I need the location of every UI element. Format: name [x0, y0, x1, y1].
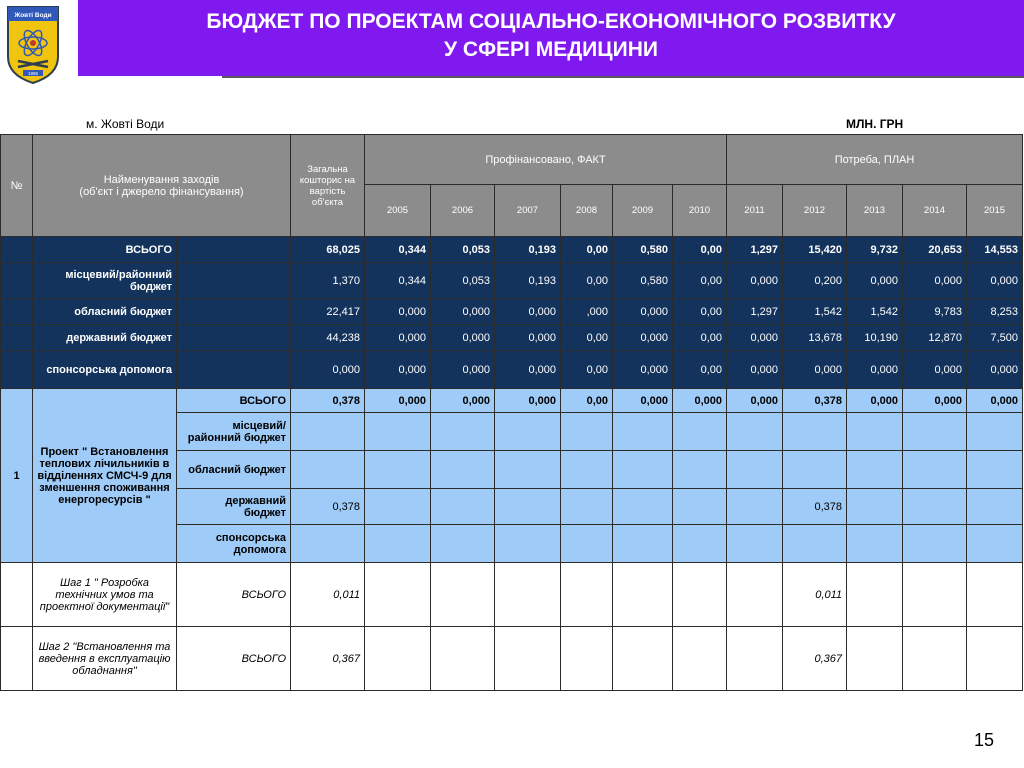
cell-value: 0,000 [613, 389, 673, 413]
col-header-name [33, 135, 291, 237]
cell-empty [1, 563, 33, 627]
units-label: МЛН. ГРН [846, 117, 904, 131]
cell-value [847, 563, 903, 627]
cell-value [673, 489, 727, 525]
table-header [1, 135, 1023, 237]
cell-value [561, 451, 613, 489]
cell-value [847, 413, 903, 451]
city-emblem-icon [4, 3, 62, 85]
cell-value [495, 627, 561, 691]
cell-value [847, 451, 903, 489]
cell-value: 0,000 [613, 351, 673, 389]
cell-value [431, 451, 495, 489]
cell-value [967, 451, 1023, 489]
cell-value: 0,000 [967, 263, 1023, 299]
cell-value [967, 413, 1023, 451]
cell-total: 0,378 [291, 389, 365, 413]
cell-total [291, 525, 365, 563]
cell-value: 0,000 [431, 351, 495, 389]
cell-value: 0,000 [967, 351, 1023, 389]
cell-value: 0,000 [903, 351, 967, 389]
col-header-number: № [1, 135, 33, 237]
cell-value: 0,00 [673, 263, 727, 299]
cell-value: 7,500 [967, 325, 1023, 351]
cell-value: 0,00 [561, 351, 613, 389]
cell-value [727, 413, 783, 451]
cell-value: 14,553 [967, 237, 1023, 263]
cell-value: 0,000 [365, 389, 431, 413]
year-header: 2009 [613, 185, 673, 237]
row-label: ВСЬОГО [33, 237, 177, 263]
cell-empty [177, 237, 291, 263]
city-label: м. Жовті Води [86, 117, 165, 131]
col-header-name-line2: (об'єкт і джерело фінансування) [79, 185, 244, 198]
cell-value: 0,000 [727, 351, 783, 389]
cell-value [847, 489, 903, 525]
cell-total [291, 451, 365, 489]
summary-row [1, 237, 1023, 263]
col-header-total: Загальна кошторис на вартість об'єкта [291, 135, 365, 237]
step-name: Шаг 2 "Встановлення та введення в експлуатацію обладнання" [33, 627, 177, 691]
cell-value [903, 627, 967, 691]
cell-value [903, 525, 967, 563]
title-line-1: БЮДЖЕТ ПО ПРОЕКТАМ СОЦІАЛЬНО-ЕКОНОМІЧНОГО РОЗВИТКУ [206, 10, 896, 33]
cell-value [431, 525, 495, 563]
cell-value [727, 451, 783, 489]
cell-value: 1,542 [847, 299, 903, 325]
cell-value: 0,053 [431, 237, 495, 263]
cell-value: 0,000 [365, 325, 431, 351]
cell-value: 1,297 [727, 237, 783, 263]
cell-value: 0,000 [967, 389, 1023, 413]
page-number: 15 [973, 730, 994, 750]
cell-empty [177, 263, 291, 299]
col-header-name-line1: Найменування заходів [103, 173, 220, 186]
cell-value [673, 451, 727, 489]
cell-value: 0,193 [495, 263, 561, 299]
cell-value [847, 525, 903, 563]
year-header: 2013 [847, 185, 903, 237]
cell-value [727, 489, 783, 525]
col-header-fact: Профінансовано, ФАКТ [365, 135, 727, 185]
cell-value [727, 627, 783, 691]
cell-value [495, 451, 561, 489]
cell-value: 0,000 [365, 351, 431, 389]
cell-empty [1, 627, 33, 691]
cell-value: 1,297 [727, 299, 783, 325]
cell-value: 0,000 [613, 325, 673, 351]
col-header-plan: Потреба, ПЛАН [727, 135, 1023, 185]
cell-value [903, 563, 967, 627]
cell-total [291, 413, 365, 451]
cell-value [365, 563, 431, 627]
cell-empty [1, 237, 33, 263]
cell-empty [177, 299, 291, 325]
cell-empty [177, 351, 291, 389]
cell-value: 0,378 [783, 389, 847, 413]
cell-value [613, 627, 673, 691]
cell-total: 44,238 [291, 325, 365, 351]
year-header: 2007 [495, 185, 561, 237]
emblem-text: Жовті Води [14, 12, 52, 19]
cell-value [903, 413, 967, 451]
cell-value [903, 489, 967, 525]
cell-value [903, 451, 967, 489]
cell-total: 0,000 [291, 351, 365, 389]
row-label: спонсорська допомога [33, 351, 177, 389]
cell-value: 9,732 [847, 237, 903, 263]
cell-value [561, 525, 613, 563]
cell-value: 8,253 [967, 299, 1023, 325]
row-label: місцевий/районний бюджет [177, 413, 291, 451]
cell-value [495, 525, 561, 563]
cell-value: 0,000 [903, 389, 967, 413]
cell-value: ,000 [561, 299, 613, 325]
row-label: державний бюджет [177, 489, 291, 525]
cell-value: 0,000 [847, 389, 903, 413]
cell-value [365, 413, 431, 451]
cell-value [495, 489, 561, 525]
header-underline [222, 76, 1024, 78]
cell-value [431, 563, 495, 627]
cell-value: 0,000 [903, 263, 967, 299]
cell-value [365, 451, 431, 489]
cell-value: 0,000 [431, 389, 495, 413]
cell-empty [1, 299, 33, 325]
cell-value [365, 525, 431, 563]
cell-total: 0,378 [291, 489, 365, 525]
cell-value: 0,378 [783, 489, 847, 525]
cell-value [613, 489, 673, 525]
row-label: спонсорська допомога [177, 525, 291, 563]
cell-value: 15,420 [783, 237, 847, 263]
cell-empty [1, 351, 33, 389]
cell-value: 0,000 [495, 351, 561, 389]
cell-value: 0,000 [783, 351, 847, 389]
table-body [1, 237, 1023, 691]
cell-value: 0,00 [561, 389, 613, 413]
cell-value [613, 413, 673, 451]
cell-value [967, 489, 1023, 525]
cell-value: 0,000 [727, 263, 783, 299]
year-header: 2015 [967, 185, 1023, 237]
cell-value [783, 413, 847, 451]
cell-value: 0,000 [495, 325, 561, 351]
cell-value: 0,000 [847, 263, 903, 299]
cell-value [431, 627, 495, 691]
cell-value: 0,00 [561, 237, 613, 263]
cell-empty [1, 325, 33, 351]
page-title [78, 8, 1024, 64]
summary-row [1, 351, 1023, 389]
cell-value: 0,000 [847, 351, 903, 389]
cell-value [431, 413, 495, 451]
cell-value: 0,344 [365, 237, 431, 263]
cell-value: 13,678 [783, 325, 847, 351]
row-label: ВСЬОГО [177, 389, 291, 413]
cell-value [495, 413, 561, 451]
cell-value [613, 563, 673, 627]
cell-value [967, 627, 1023, 691]
cell-value: 0,00 [673, 325, 727, 351]
cell-value: 9,783 [903, 299, 967, 325]
cell-value: 0,367 [783, 627, 847, 691]
project-row [1, 389, 1023, 413]
cell-value [673, 413, 727, 451]
cell-value: 0,000 [431, 325, 495, 351]
summary-row [1, 299, 1023, 325]
step-name: Шаг 1 " Розробка технічних умов та проектної документації" [33, 563, 177, 627]
cell-value: 0,000 [673, 389, 727, 413]
cell-value [673, 525, 727, 563]
cell-value: 0,000 [365, 299, 431, 325]
cell-value: 0,00 [673, 299, 727, 325]
cell-total: 0,011 [291, 563, 365, 627]
cell-value [783, 451, 847, 489]
cell-value: 0,00 [673, 237, 727, 263]
cell-value: 0,000 [613, 299, 673, 325]
cell-value: 0,053 [431, 263, 495, 299]
year-header: 2014 [903, 185, 967, 237]
cell-total: 22,417 [291, 299, 365, 325]
cell-value: 0,011 [783, 563, 847, 627]
year-header: 2012 [783, 185, 847, 237]
cell-value: 0,00 [561, 325, 613, 351]
cell-value [727, 563, 783, 627]
cell-value: 0,00 [673, 351, 727, 389]
cell-value: 20,653 [903, 237, 967, 263]
row-label: державний бюджет [33, 325, 177, 351]
year-header: 2008 [561, 185, 613, 237]
budget-table [0, 134, 1023, 691]
cell-value [967, 525, 1023, 563]
cell-value: 1,542 [783, 299, 847, 325]
cell-value [727, 525, 783, 563]
cell-value [783, 525, 847, 563]
cell-value: 0,580 [613, 263, 673, 299]
cell-value [365, 627, 431, 691]
cell-value: 0,193 [495, 237, 561, 263]
cell-value [613, 451, 673, 489]
row-label: обласний бюджет [177, 451, 291, 489]
cell-value: 0,000 [495, 299, 561, 325]
summary-row [1, 325, 1023, 351]
cell-value [561, 627, 613, 691]
project-name: Проект " Встановлення теплових лічильників в відділеннях СМСЧ-9 для зменшення споживання енергоресурсів " [33, 389, 177, 563]
cell-empty [177, 325, 291, 351]
cell-value [847, 627, 903, 691]
cell-value [561, 413, 613, 451]
cell-value: 0,000 [495, 389, 561, 413]
cell-value: 0,00 [561, 263, 613, 299]
cell-value: 0,344 [365, 263, 431, 299]
cell-value [561, 563, 613, 627]
cell-total: 1,370 [291, 263, 365, 299]
step-row [1, 563, 1023, 627]
cell-value [365, 489, 431, 525]
cell-value: 12,870 [903, 325, 967, 351]
cell-value: 0,000 [431, 299, 495, 325]
cell-value [673, 563, 727, 627]
year-header: 2011 [727, 185, 783, 237]
cell-value: 0,000 [727, 389, 783, 413]
row-label: обласний бюджет [33, 299, 177, 325]
cell-value [613, 525, 673, 563]
cell-value [967, 563, 1023, 627]
row-label: ВСЬОГО [177, 563, 291, 627]
year-header: 2010 [673, 185, 727, 237]
cell-empty [1, 263, 33, 299]
cell-value: 0,200 [783, 263, 847, 299]
year-header: 2005 [365, 185, 431, 237]
project-number: 1 [1, 389, 33, 563]
cell-value: 10,190 [847, 325, 903, 351]
cell-value [561, 489, 613, 525]
cell-total: 0,367 [291, 627, 365, 691]
title-line-2: У СФЕРІ МЕДИЦИНИ [444, 38, 658, 61]
row-label: ВСЬОГО [177, 627, 291, 691]
step-row [1, 627, 1023, 691]
cell-value [673, 627, 727, 691]
cell-value: 0,580 [613, 237, 673, 263]
row-label: місцевий/районний бюджет [33, 263, 177, 299]
cell-value: 0,000 [727, 325, 783, 351]
cell-total: 68,025 [291, 237, 365, 263]
year-header: 2006 [431, 185, 495, 237]
cell-value [431, 489, 495, 525]
emblem-year: 1895 [27, 71, 39, 76]
summary-row [1, 263, 1023, 299]
cell-value [495, 563, 561, 627]
